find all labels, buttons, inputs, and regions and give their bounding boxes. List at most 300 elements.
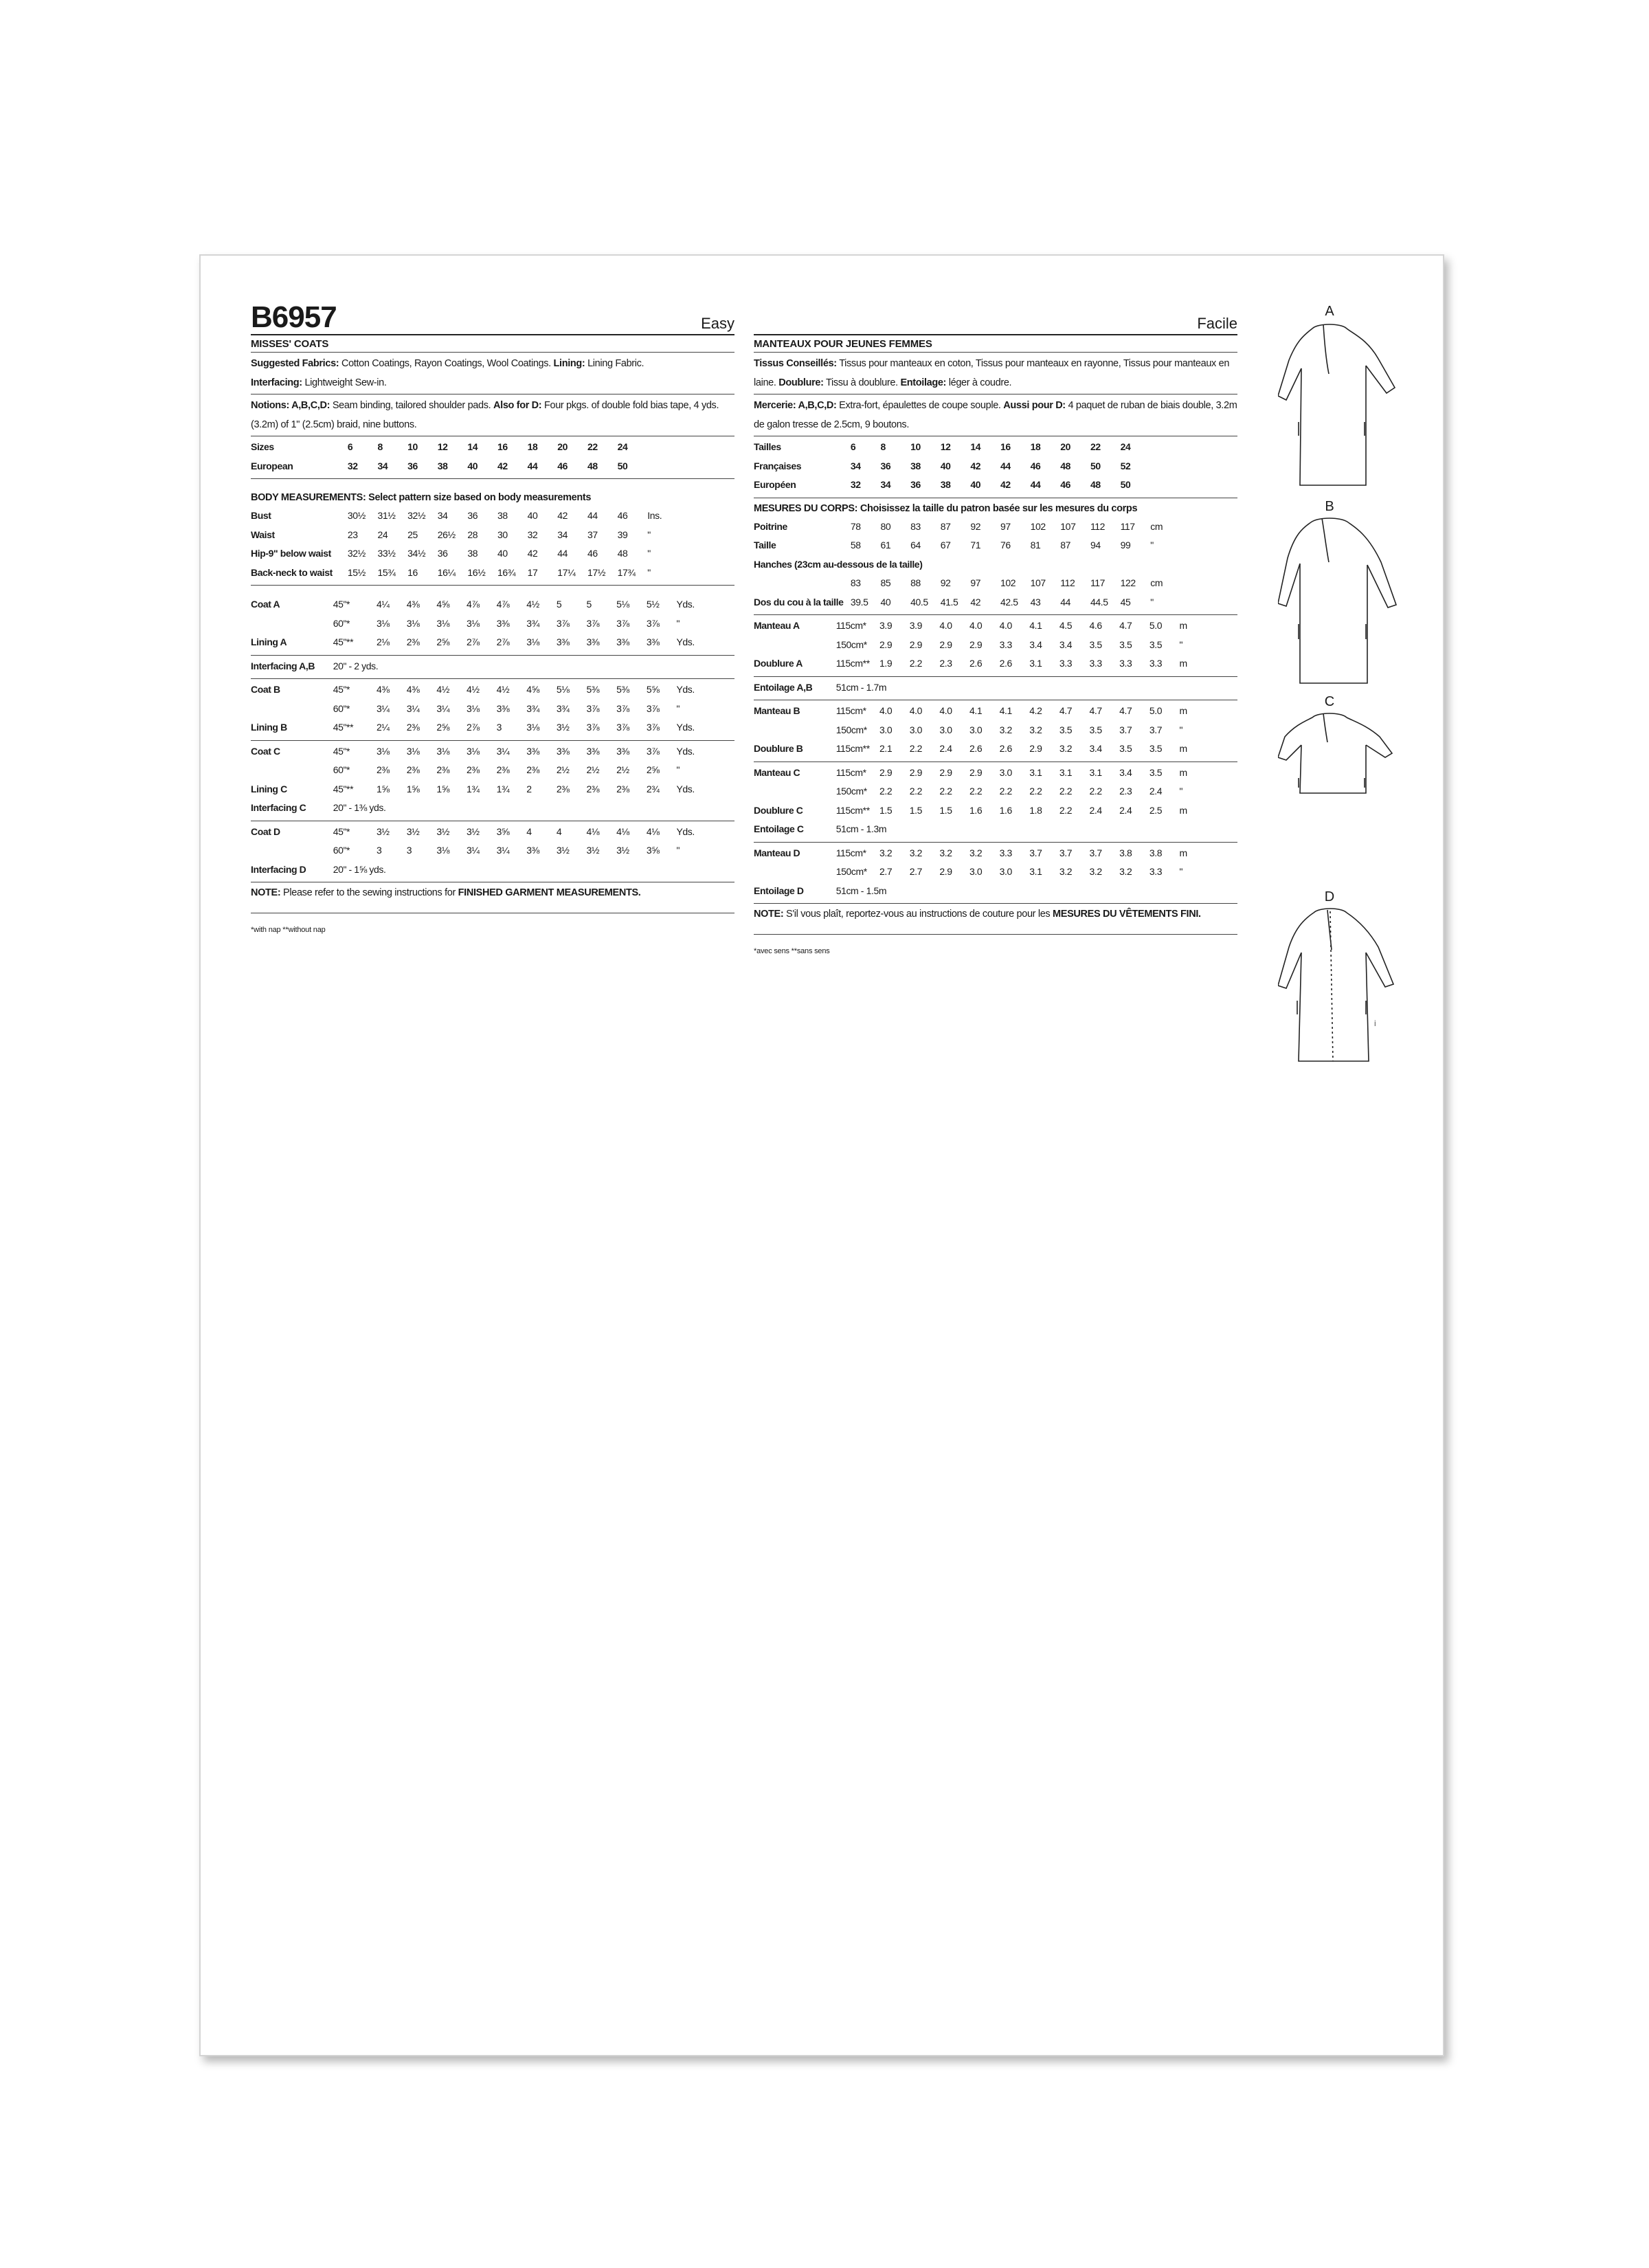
yardage-value: 3.2 <box>909 847 922 858</box>
row-label: Manteau C <box>754 766 800 778</box>
yardage-value: 2⅜ <box>556 783 570 794</box>
yardage-table <box>251 595 734 652</box>
measurement-value: 122 <box>1120 577 1136 588</box>
row-label: Sizes <box>251 441 274 452</box>
row-label: Manteau A <box>754 620 800 631</box>
yardage-value: 2⅞ <box>466 722 480 733</box>
unit-label: " <box>1150 596 1154 608</box>
measurement-value: 17½ <box>587 566 605 578</box>
measurement-value: 16¼ <box>437 566 456 578</box>
measurement-value: 42 <box>557 510 568 521</box>
spacer-cell <box>706 595 734 614</box>
yardage-value: 3½ <box>586 845 600 856</box>
yardage-value: 3.0 <box>969 866 983 877</box>
measurement-value: 16¾ <box>497 566 516 578</box>
table-row <box>251 700 734 719</box>
yardage-value: 4⅜ <box>406 684 420 695</box>
difficulty-level: Easy <box>701 315 734 332</box>
view-d <box>1278 889 1429 1085</box>
yardage-value: 3.2 <box>939 847 952 858</box>
yardage-value: 1⅝ <box>377 783 390 794</box>
yardage-value: 4½ <box>436 684 449 695</box>
yardage-value: 3⅛ <box>436 845 449 856</box>
measurement-value: 34½ <box>407 548 426 559</box>
yardage-value: 3⅛ <box>377 617 390 629</box>
measurement-value: 64 <box>910 540 921 551</box>
garment-title: MISSES' COATS <box>251 335 734 353</box>
size-value: 32 <box>850 479 861 490</box>
yardage-value: 2⅜ <box>526 764 539 775</box>
size-value: 34 <box>377 460 388 471</box>
sizes-table-fr <box>754 436 1237 498</box>
fabric-width: 45"* <box>333 684 350 695</box>
measurement-value: 17¼ <box>557 566 576 578</box>
unit-label: cm <box>1150 577 1163 588</box>
yardage-value: 4.1 <box>1029 620 1042 631</box>
measurement-value: 44 <box>557 548 568 559</box>
yardage-value: 1¾ <box>466 783 480 794</box>
size-value: 42 <box>497 460 508 471</box>
yardage-value: 1.8 <box>1029 804 1042 816</box>
fabric-width: 45"* <box>333 599 350 610</box>
size-value: 38 <box>940 479 951 490</box>
row-label <box>251 761 333 780</box>
table-row <box>251 718 734 737</box>
yardage-value: 2.2 <box>1089 786 1102 797</box>
yardage-value: 4.0 <box>909 705 922 716</box>
yardage-value: 2⅝ <box>436 636 449 647</box>
pattern-number: B6957 <box>251 300 337 334</box>
yardage-value: 2.3 <box>939 658 952 669</box>
measurement-value: 39.5 <box>850 596 868 608</box>
measurement-value: 17 <box>527 566 538 578</box>
size-value: 46 <box>1030 460 1041 471</box>
yardage-value: 3⅜ <box>586 745 600 757</box>
spacer-cell <box>1209 654 1237 674</box>
measurement-value: 24 <box>377 529 388 540</box>
yardage-value: 3.3 <box>999 638 1012 650</box>
sizes-table-en <box>251 436 734 479</box>
notions-fr: Mercerie: A,B,C,D: Extra-fort, épaulettes de coupe souple. Aussi pour D: 4 paquet de ruban de biais double, 3.2m de galon tresse de 2.5cm, 9 boutons. <box>754 394 1237 436</box>
measurement-value: 34 <box>557 529 568 540</box>
yardage-value: 4.7 <box>1119 705 1132 716</box>
measurement-value: 40 <box>527 510 538 521</box>
difficulty-level-fr: Facile <box>1197 315 1237 332</box>
yardage-value: 2.6 <box>999 743 1012 754</box>
size-value: 8 <box>377 441 383 452</box>
yardage-value: 3⅞ <box>586 617 600 629</box>
measurement-value: 44 <box>587 510 598 521</box>
fabric-width: 51cm - 1.3m <box>835 823 887 834</box>
size-value: 32 <box>347 460 358 471</box>
yardage-value: 4.6 <box>1089 620 1102 631</box>
yardage-value: 3⅝ <box>646 845 660 856</box>
spacer-cell <box>706 742 734 761</box>
yardage-value: 1.5 <box>879 804 893 816</box>
table-row <box>251 742 734 761</box>
unit-label: " <box>676 764 680 775</box>
measurement-value: 30½ <box>347 510 366 521</box>
yardage-block <box>754 843 1237 904</box>
row-label: Interfacing A,B <box>251 660 315 671</box>
spacer-cell <box>706 841 734 860</box>
yardage-value: 2.2 <box>999 786 1012 797</box>
yardage-block <box>251 594 734 656</box>
yardage-block <box>251 821 734 883</box>
spacer-cell <box>1209 636 1237 655</box>
english-column <box>251 302 734 934</box>
table-row <box>754 782 1237 801</box>
measurement-value: 83 <box>910 520 921 532</box>
body-measurements-table <box>251 507 734 582</box>
yardage-value: 3⅜ <box>526 745 539 757</box>
measurement-value: 92 <box>940 577 951 588</box>
fabric-width: 60"* <box>333 702 350 714</box>
yardage-value: 4⅜ <box>377 684 390 695</box>
unit-label: Yds. <box>676 783 695 794</box>
yardage-value: 4.0 <box>969 620 983 631</box>
fabric-width: 115cm** <box>835 658 870 669</box>
coat-d-icon <box>1278 904 1409 1085</box>
table-row <box>251 633 734 652</box>
yardage-value: 3 <box>377 845 382 856</box>
yardage-value: 3⅜ <box>646 636 660 647</box>
row-label: Coat B <box>251 684 280 695</box>
yardage-value: 1.9 <box>879 658 893 669</box>
notions: Notions: A,B,C,D: Seam binding, tailored shoulder pads. Also for D: Four pkgs. of double fold bias tape, 4 yds. (3.2m) of 1" (2.5cm) braid, nine buttons. <box>251 394 734 436</box>
yardage-value: 3.2 <box>1059 866 1073 877</box>
unit-label: m <box>1179 743 1187 754</box>
row-label: Back-neck to waist <box>251 566 333 578</box>
table-row <box>754 702 1237 721</box>
yardage-value: 2⅜ <box>377 764 390 775</box>
garment-title-fr: MANTEAUX POUR JEUNES FEMMES <box>754 335 1237 353</box>
row-label: Interfacing D <box>251 863 306 875</box>
yardage-value: 4⅞ <box>466 599 480 610</box>
measurement-value: 88 <box>910 577 921 588</box>
row-label: European <box>251 460 293 471</box>
measurement-value: 61 <box>880 540 891 551</box>
yardage-value: 3.8 <box>1149 847 1163 858</box>
yardage-value: 4⅝ <box>526 684 539 695</box>
yardage-value: 3⅛ <box>526 722 539 733</box>
table-row <box>754 518 1237 537</box>
measurement-value: 102 <box>1030 520 1046 532</box>
size-value: 42 <box>970 460 981 471</box>
table-row <box>251 595 734 614</box>
table-row <box>251 780 734 799</box>
measurement-value: 48 <box>617 548 628 559</box>
yardage-block <box>754 700 1237 762</box>
yardage-value: 5 <box>556 599 562 610</box>
yardage-value: 3.7 <box>1119 724 1132 735</box>
pattern-envelope-back <box>199 254 1444 2056</box>
fabric-width: 60"* <box>333 764 350 775</box>
spacer-cell <box>1209 801 1237 821</box>
yardage-value: 4¼ <box>377 599 390 610</box>
measurement-value: 28 <box>467 529 478 540</box>
table-row <box>251 507 734 526</box>
yardage-value: 3.2 <box>1089 866 1102 877</box>
yardage-value: 2.5 <box>1149 804 1163 816</box>
row-label: Taille <box>754 540 776 551</box>
yardage-value: 2.9 <box>1029 743 1042 754</box>
yardage-value: 4⅝ <box>436 599 449 610</box>
spacer-cell <box>1209 764 1237 783</box>
note-en: NOTE: Please refer to the sewing instructions for FINISHED GARMENT MEASUREMENTS. <box>251 882 734 913</box>
yardage-value: 3.5 <box>1119 638 1132 650</box>
yardage-value: 4⅛ <box>646 825 660 837</box>
yardage-value: 3⅞ <box>586 722 600 733</box>
yardage-value: 2.9 <box>969 766 983 778</box>
measurement-value: 87 <box>1060 540 1071 551</box>
yardage-value: 3⅜ <box>556 745 570 757</box>
yardage-block <box>251 656 734 680</box>
yardage-value: 4.7 <box>1059 705 1073 716</box>
yardage-value: 3⅛ <box>436 745 449 757</box>
yardage-value: 3 <box>406 845 412 856</box>
yardage-value: 2.4 <box>1149 786 1163 797</box>
size-value: 34 <box>880 479 891 490</box>
row-label: Waist <box>251 529 275 540</box>
yardage-table <box>251 680 734 737</box>
size-value: 24 <box>617 441 628 452</box>
spacer-cell <box>1209 616 1237 636</box>
size-value: 44 <box>527 460 538 471</box>
size-value: 10 <box>407 441 418 452</box>
measurement-value: 107 <box>1060 520 1076 532</box>
yardage-value: 2⅜ <box>616 783 629 794</box>
measurement-value: 46 <box>587 548 598 559</box>
row-label: Doublure A <box>754 658 803 669</box>
yardage-value: 3⅜ <box>496 617 510 629</box>
body-measurements-heading-fr: MESURES DU CORPS: Choisissez la taille du patron basée sur les mesures du corps <box>754 502 1138 514</box>
table-row <box>754 536 1237 555</box>
yardage-value: 2.9 <box>909 638 922 650</box>
measurement-value: 99 <box>1120 540 1131 551</box>
unit-label: Ins. <box>647 510 662 521</box>
measurement-value: 40 <box>497 548 508 559</box>
yardage-value: 2.3 <box>1119 786 1132 797</box>
size-value: 12 <box>940 441 951 452</box>
spacer-cell <box>1179 593 1237 612</box>
yardage-value: 3.1 <box>1029 866 1042 877</box>
size-value: 44 <box>1000 460 1011 471</box>
table-row <box>754 636 1237 655</box>
measurement-value: 78 <box>850 520 861 532</box>
yardage-table <box>754 616 1237 674</box>
unit-label: " <box>647 566 651 578</box>
row-label: Entoilage A,B <box>754 681 813 693</box>
yardage-value: 4.0 <box>879 705 893 716</box>
yardage-value: 2.6 <box>969 743 983 754</box>
spacer-cell <box>706 680 734 700</box>
spacer-cell <box>1179 518 1237 537</box>
size-value: 20 <box>1060 441 1071 452</box>
table-row <box>754 555 1237 575</box>
yardage-value: 3.4 <box>1089 743 1102 754</box>
fabric-width: 115cm** <box>835 743 870 754</box>
table-row <box>251 544 734 564</box>
fabric-width: 115cm* <box>835 620 866 631</box>
yardage-value: 4.2 <box>1029 705 1042 716</box>
measurement-value: 15½ <box>347 566 366 578</box>
yardage-value: 3.7 <box>1029 847 1042 858</box>
table-row <box>251 823 734 842</box>
measurement-value: 81 <box>1030 540 1041 551</box>
unit-label: " <box>647 529 651 540</box>
spacer-cell <box>676 544 734 564</box>
size-value: 36 <box>407 460 418 471</box>
row-label: Dos du cou à la taille <box>754 596 844 608</box>
yardage-table <box>754 678 1237 698</box>
spacer-cell <box>706 718 734 737</box>
spacer-cell <box>1209 740 1237 759</box>
yardage-value: 3¼ <box>377 702 390 714</box>
yardage-value: 3⅞ <box>646 745 660 757</box>
yardage-value: 2.4 <box>939 743 952 754</box>
measurement-value: 67 <box>940 540 951 551</box>
yardage-value: 3.1 <box>1029 766 1042 778</box>
yardage-value: 2⅜ <box>406 764 420 775</box>
measurement-value: 87 <box>940 520 951 532</box>
spacer-cell <box>1209 782 1237 801</box>
measurement-value: 31½ <box>377 510 396 521</box>
yardage-value: 3.1 <box>1089 766 1102 778</box>
size-value: 50 <box>1090 460 1101 471</box>
spacer-cell <box>706 823 734 842</box>
unit-label: Yds. <box>676 599 695 610</box>
measurement-value: 42 <box>527 548 538 559</box>
yardage-value: 3¼ <box>436 702 449 714</box>
french-column <box>754 302 1237 955</box>
table-row <box>251 657 734 676</box>
measurement-value: 76 <box>1000 540 1011 551</box>
fabric-width: 45"* <box>333 745 350 757</box>
french-header <box>754 302 1237 335</box>
unit-label: m <box>1179 847 1187 858</box>
yardage-value: 3.4 <box>1059 638 1073 650</box>
yardage-value: 4.5 <box>1059 620 1073 631</box>
yardage-value: 3⅛ <box>526 636 539 647</box>
yardage-value: 3⅜ <box>526 845 539 856</box>
unit-label: m <box>1179 658 1187 669</box>
unit-label: " <box>1179 866 1183 877</box>
row-label <box>251 700 333 719</box>
yardage-value: 2⅜ <box>406 722 420 733</box>
yardage-value: 3.3 <box>1149 658 1163 669</box>
yardage-value: 2½ <box>556 764 570 775</box>
yardage-value: 4⅛ <box>616 825 629 837</box>
fabric-width: 45"** <box>333 722 354 733</box>
row-label: Tailles <box>754 441 781 452</box>
measurement-value: 26½ <box>437 529 456 540</box>
measurement-value: 97 <box>970 577 981 588</box>
view-letter-a: A <box>1325 304 1334 319</box>
fabric-width: 115cm** <box>835 804 870 816</box>
row-label: Interfacing C <box>251 802 306 813</box>
yardage-value: 3½ <box>436 825 449 837</box>
yardage-value: 2.9 <box>879 638 893 650</box>
size-value: 40 <box>940 460 951 471</box>
view-b <box>1278 499 1429 694</box>
yardage-value: 2.6 <box>969 658 983 669</box>
size-value: 38 <box>910 460 921 471</box>
yardage-value: 3⅜ <box>586 636 600 647</box>
size-value: 46 <box>1060 479 1071 490</box>
unit-label: Yds. <box>676 722 695 733</box>
yardage-value: 3⅜ <box>616 636 629 647</box>
yardage-value: 3.2 <box>1059 743 1073 754</box>
measurement-value: 117 <box>1090 577 1106 588</box>
suggested-fabrics: Suggested Fabrics: Cotton Coatings, Rayon Coatings, Wool Coatings. Lining: Lining Fabric. Interfacing: Lightweight Sew-in. <box>251 353 734 394</box>
measurement-value: 112 <box>1090 520 1106 532</box>
size-value: 6 <box>347 441 353 452</box>
measurement-value: 16 <box>407 566 418 578</box>
footnote-fr: *avec sens **sans sens <box>754 947 830 955</box>
spacer-cell <box>1209 702 1237 721</box>
measurement-value: 37 <box>587 529 598 540</box>
yardage-block <box>754 615 1237 677</box>
unit-label: " <box>676 845 680 856</box>
table-row <box>251 438 734 457</box>
yardage-value: 1.5 <box>909 804 922 816</box>
yardage-value: 3½ <box>616 845 629 856</box>
table-row <box>754 574 1237 593</box>
yardage-value: 2.2 <box>939 786 952 797</box>
yardage-value: 3⅝ <box>496 825 510 837</box>
spacer-cell <box>676 507 734 526</box>
view-letter-c: C <box>1324 694 1335 709</box>
size-value: 44 <box>1030 479 1041 490</box>
size-value: 18 <box>1030 441 1041 452</box>
measurement-value: 41.5 <box>940 596 958 608</box>
row-label: Doublure B <box>754 743 803 754</box>
unit-label: " <box>1179 786 1183 797</box>
yardage-value: 3.3 <box>999 847 1012 858</box>
yardage-value: 3.3 <box>1149 866 1163 877</box>
fabric-width: 150cm* <box>835 724 867 735</box>
measurement-value: 33½ <box>377 548 396 559</box>
yardage-value: 3.5 <box>1119 743 1132 754</box>
yardage-value: 2.7 <box>909 866 922 877</box>
yardage-value: 4.1 <box>999 705 1012 716</box>
spacer-cell <box>1150 476 1237 495</box>
unit-label: " <box>676 702 680 714</box>
row-label <box>754 636 836 655</box>
measurement-value: 15¾ <box>377 566 396 578</box>
yardage-value: 2½ <box>616 764 629 775</box>
size-value: 12 <box>437 441 448 452</box>
measurement-value: 32½ <box>407 510 426 521</box>
measurement-value: 46 <box>617 510 628 521</box>
yardage-table <box>754 702 1237 759</box>
table-row <box>251 614 734 634</box>
size-value: 48 <box>587 460 598 471</box>
coat-b-icon <box>1278 514 1409 694</box>
yardage-value: 2.6 <box>999 658 1012 669</box>
yardage-block <box>754 762 1237 843</box>
spacer-cell <box>1150 438 1237 457</box>
spacer-cell <box>1179 536 1237 555</box>
edge-mark: i <box>1374 1019 1376 1028</box>
table-row <box>754 740 1237 759</box>
fabric-width: 115cm* <box>835 705 866 716</box>
yardage-value: 4.7 <box>1089 705 1102 716</box>
sizes-table <box>754 438 1237 495</box>
yardage-value: 5⅝ <box>646 684 660 695</box>
measurement-value: 38 <box>497 510 508 521</box>
